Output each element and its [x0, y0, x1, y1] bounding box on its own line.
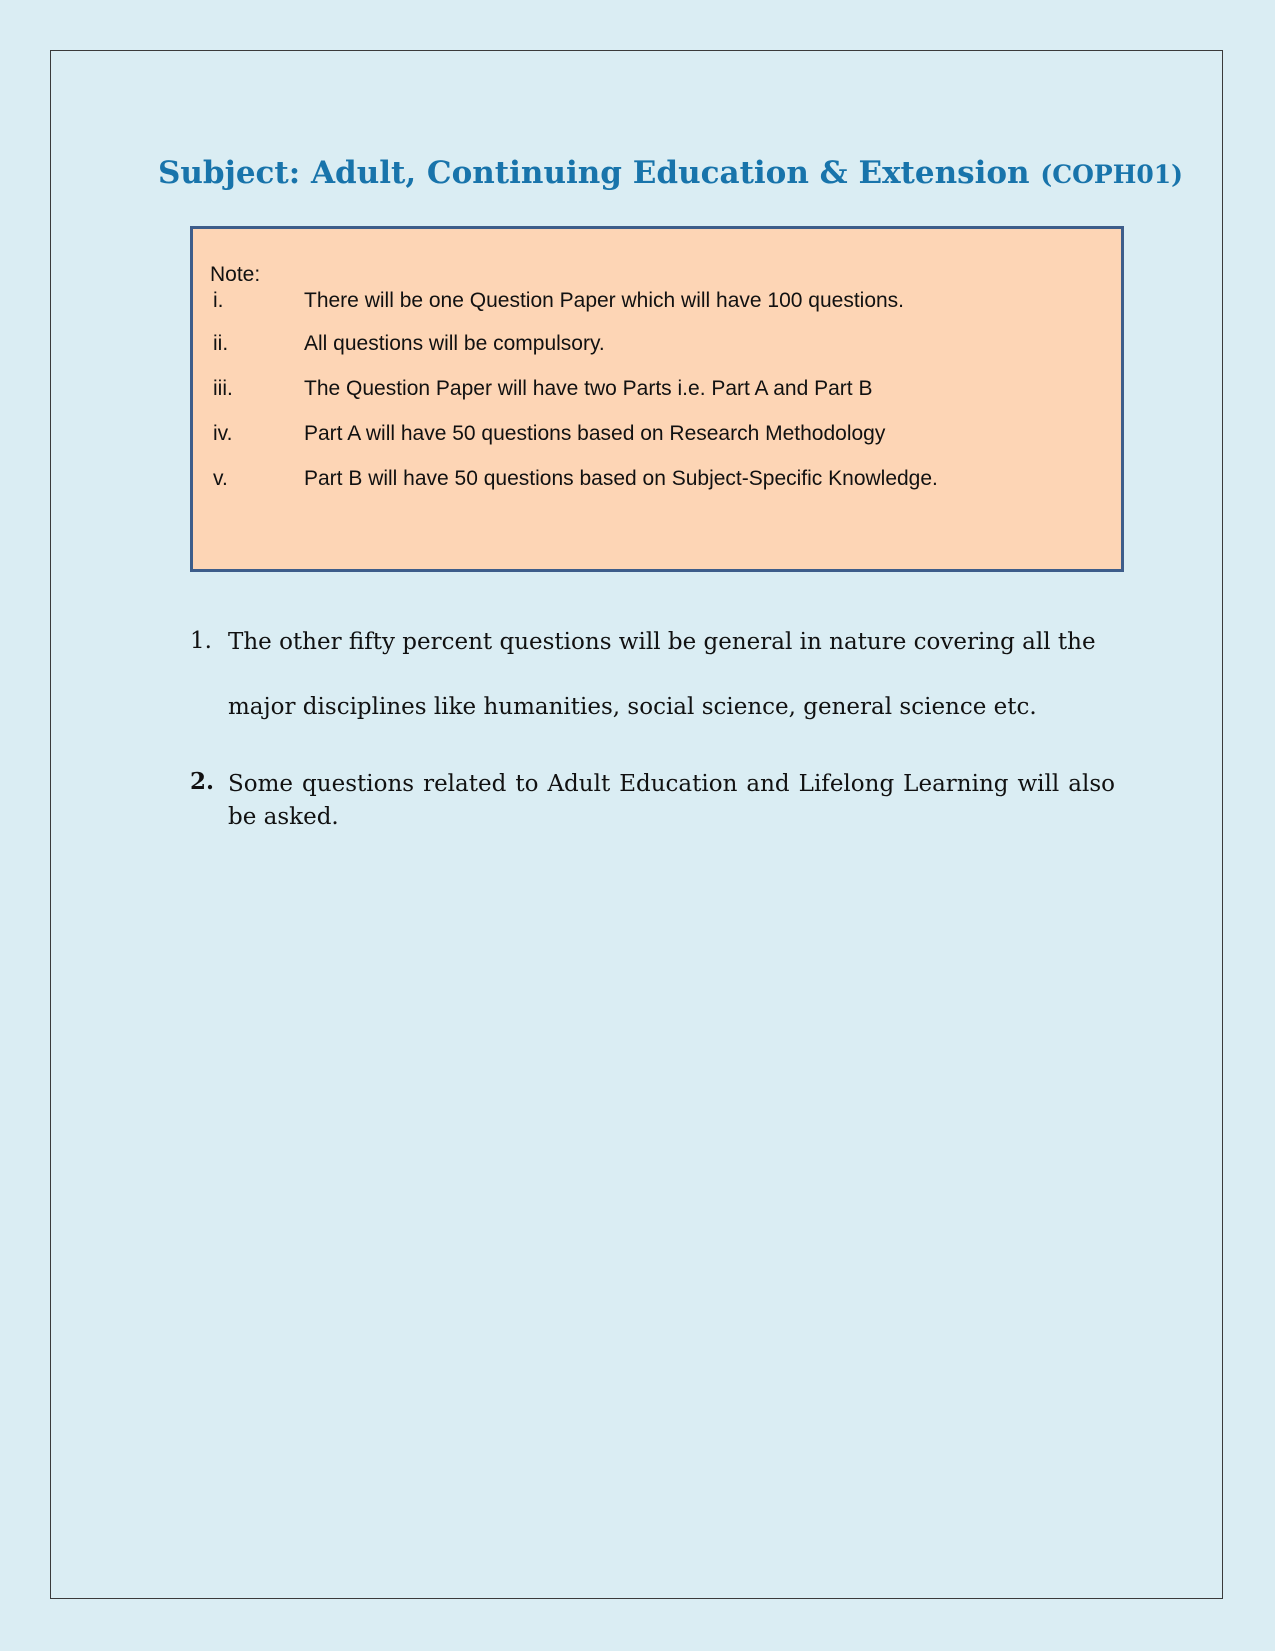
note-item-numeral: ii.: [213, 332, 229, 355]
list-item-number: 1.: [190, 628, 212, 654]
subject-name: Subject: Adult, Continuing Education & Extension: [158, 155, 1030, 191]
list-item: [190, 628, 1115, 758]
list-item-text: The other fifty percent questions will be general in nature covering all the major disciplines like humanities, social science, general science etc.: [228, 629, 1096, 720]
note-item-text: There will be one Question Paper which will have 100 questions.: [304, 289, 905, 312]
note-item-text: All questions will be compulsory.: [304, 332, 605, 355]
page-title: [158, 155, 1183, 191]
note-box: [190, 226, 1124, 572]
note-item-numeral: iv.: [213, 422, 233, 445]
subject-code: (COPH01): [1040, 160, 1183, 189]
note-item-text: Part B will have 50 questions based on Subject-Specific Knowledge.: [304, 467, 938, 490]
list-item-number: 2.: [190, 768, 215, 795]
note-item-numeral: i.: [213, 289, 224, 312]
note-item-text: The Question Paper will have two Parts i.e. Part A and Part B: [304, 377, 873, 400]
note-item-text: Part A will have 50 questions based on Research Methodology: [304, 422, 886, 445]
note-label: Note:: [210, 263, 261, 286]
main-points-list: [190, 628, 1115, 834]
list-item: [190, 768, 1115, 834]
list-item-text: Some questions related to Adult Education and Lifelong Learning will also be asked.: [228, 771, 1115, 830]
note-item-numeral: iii.: [213, 377, 233, 400]
note-item-numeral: v.: [213, 467, 228, 490]
